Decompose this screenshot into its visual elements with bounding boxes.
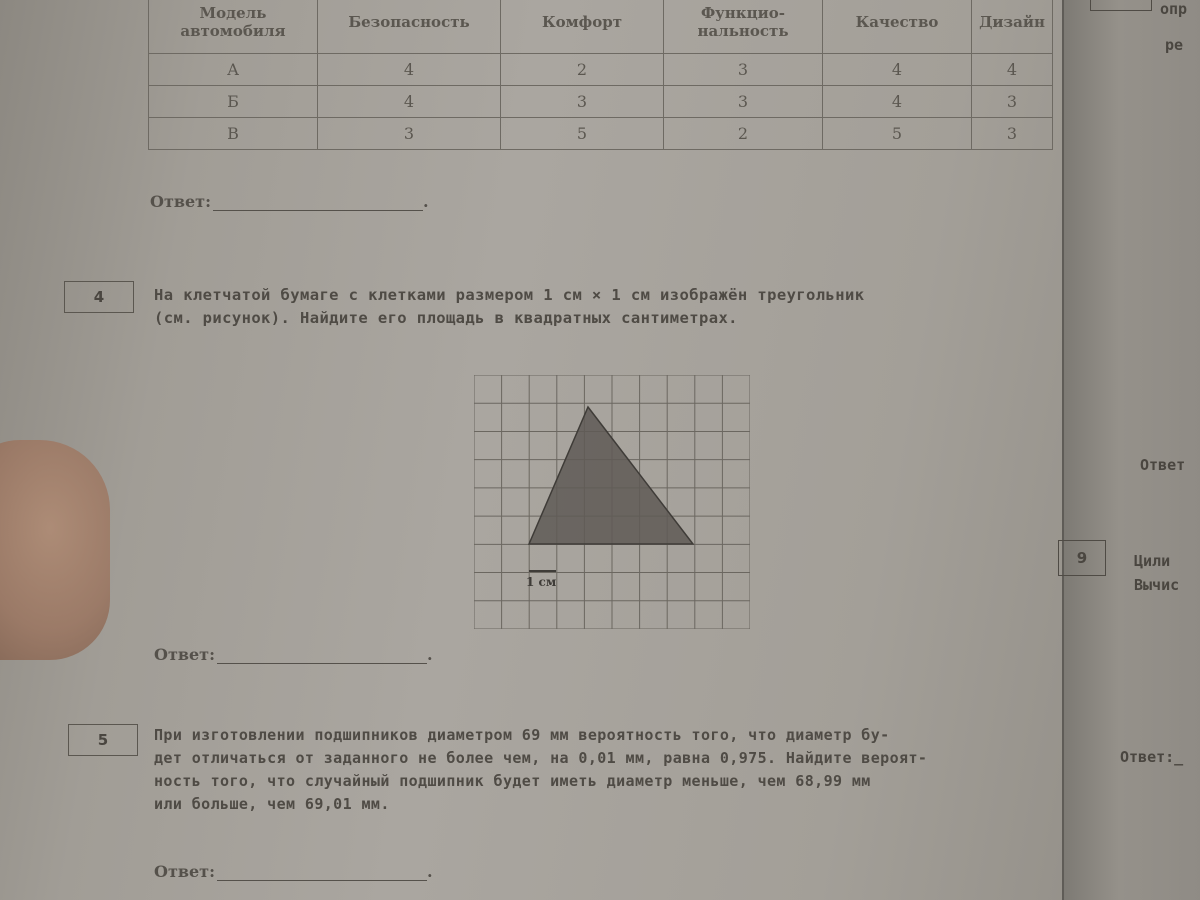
table-cell: 2 [501, 54, 664, 86]
question-number-box: 4 [64, 281, 134, 313]
answer-end: . [426, 645, 433, 664]
answer-end: . [426, 862, 433, 881]
table-row [149, 54, 1053, 86]
table-cell: 3 [318, 118, 501, 150]
right-page-answer: Ответ [1140, 456, 1186, 474]
question-number-box: 5 [68, 724, 138, 756]
table-header-row [149, 0, 1053, 54]
table-cell: 4 [823, 86, 972, 118]
table-cell: А [149, 54, 318, 86]
table-header: Комфорт [501, 0, 664, 54]
table-cell: 4 [823, 54, 972, 86]
table-cell: 3 [972, 118, 1053, 150]
answer-field-q5[interactable] [154, 862, 433, 881]
grid-figure [474, 375, 750, 629]
table-cell: 4 [318, 86, 501, 118]
table-cell: 2 [664, 118, 823, 150]
scale-label: 1 см [526, 575, 557, 589]
table-cell: Б [149, 86, 318, 118]
answer-label: Ответ: [150, 192, 211, 211]
right-page-answer: Ответ:_ [1120, 748, 1184, 766]
triangle-shape [529, 407, 693, 544]
answer-line[interactable] [217, 864, 427, 881]
car-rating-table [148, 0, 1053, 150]
right-page-text: ре [1165, 36, 1184, 54]
answer-label: Ответ: [154, 645, 215, 664]
right-page-text: Цили [1134, 552, 1171, 570]
question-5-text-line3: ность того, что случайный подшипник будет иметь диаметр меньше, чем 68,99 мм [154, 772, 871, 790]
finger-shadow [0, 440, 110, 660]
table-header: Функцио-нальность [664, 0, 823, 54]
table-cell: В [149, 118, 318, 150]
right-question-number-box: 9 [1058, 540, 1106, 576]
right-page-text: Вычис [1134, 576, 1180, 594]
table-cell: 3 [664, 86, 823, 118]
table-cell: 5 [501, 118, 664, 150]
table-cell: 3 [972, 86, 1053, 118]
table-cell: 3 [664, 54, 823, 86]
table-header: Модель автомобиля [149, 0, 318, 54]
table-row [149, 118, 1053, 150]
table-header: Качество [823, 0, 972, 54]
right-page-text: опр [1160, 0, 1188, 18]
table-cell: 5 [823, 118, 972, 150]
question-5-text-line1: При изготовлении подшипников диаметром 69 мм вероятность того, что диаметр бу- [154, 726, 890, 744]
table-header: Безопасность [318, 0, 501, 54]
answer-line[interactable] [217, 647, 427, 664]
question-4-text-line1: На клетчатой бумаге с клетками размером 1 см × 1 см изображён треугольник [154, 286, 865, 304]
table-cell: 3 [501, 86, 664, 118]
answer-line[interactable] [213, 194, 423, 211]
table-header: Дизайн [972, 0, 1053, 54]
table-cell: 4 [318, 54, 501, 86]
answer-field-q3[interactable] [150, 192, 429, 211]
table-cell: 4 [972, 54, 1053, 86]
answer-field-q4[interactable] [154, 645, 433, 664]
right-page-box [1090, 0, 1152, 11]
table-row [149, 86, 1053, 118]
question-5-text-line4: или больше, чем 69,01 мм. [154, 795, 390, 813]
answer-end: . [422, 192, 429, 211]
question-5-text-line2: дет отличаться от заданного не более чем, на 0,01 мм, равна 0,975. Найдите вероят- [154, 749, 928, 767]
answer-label: Ответ: [154, 862, 215, 881]
question-4-text-line2: (см. рисунок). Найдите его площадь в квадратных сантиметрах. [154, 309, 738, 327]
